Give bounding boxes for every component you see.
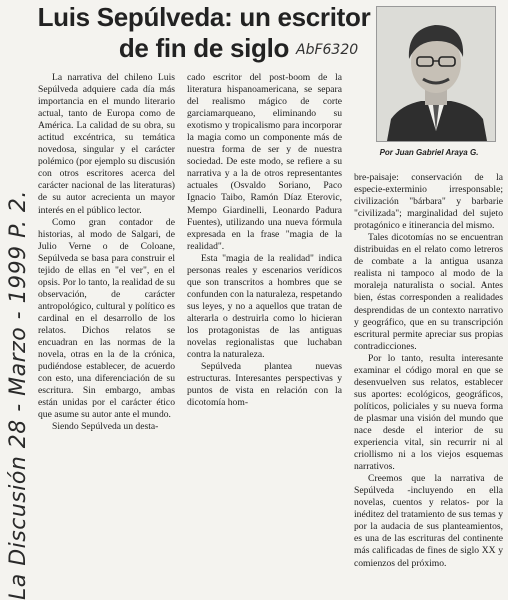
- paragraph: Creemos que la narrativa de Sepúlveda -incluyendo en ella novelas, cuentos y relatos- por la inéditez del tratamiento de sus temas y por la audacia de sus planteamientos, es una de las escrituras del continente más calificadas de fines de siglo XX y comienzos del próximo.: [354, 473, 503, 569]
- paragraph: Tales dicotomías no se encuentran distribuidas en el relato como letreros de combate a la antigua usanza realista ni tampoco al modo de la moraleja naturalista o social. Antes bien, éstas corresponden a realidades desprendidas de un contexto narrativo y geográfico, que en su transcripción escritural permite apreciar sus propias contradicciones.: [354, 232, 503, 352]
- portrait-image: [377, 7, 495, 141]
- handwritten-side-annotation: La Discusión 28 - Marzo - 1999 P. 2.: [6, 190, 31, 600]
- article-column-1: [38, 72, 175, 433]
- headline: Luis Sepúlveda: un escritor de fin de siglo: [37, 2, 371, 63]
- byline: Por Juan Gabriel Araya G.: [379, 148, 479, 157]
- paragraph: La narrativa del chileno Luis Sepúlveda adquiere cada día más importancia en el mundo literario actual, tanto de Europa como de América. La calidad de su obra, su actitud excéntrica, su temática novedosa, singular y el carácter polémico (por ejemplo su discusión con otros escritores acerca del carácter nacional de las literaturas) de su autor acrecienta un mayor interés en el público lector.: [38, 72, 175, 216]
- article-column-3: [354, 172, 503, 570]
- author-portrait-photo: [376, 6, 496, 142]
- paragraph: cado escritor del post-boom de la literatura hispanoamericana, se separa del realismo mágico de corte garciamarqueano, eliminando su exotismo y tropicalismo para incorporar la magia como un componente más de nuestra forma de ser y de nuestra sociedad. De este modo, se refiere a su narrativa y a la de otros representantes actuales (Osvaldo Soriano, Paco Ignacio Taibo, Ramón Díaz Eterovic, Mempo Giardinelli, Leonardo Padura Fuentes), utilizando una nueva fórmula expresada en la frase "magia de la realidad".: [187, 72, 342, 252]
- paragraph: Siendo Sepúlveda un desta-: [52, 421, 159, 433]
- paragraph: Esta "magia de la realidad" indica personas reales y escenarios verídicos que son transcritos a hombres que se confunden con la naturaleza, respetando sus leyes, y no a aquellos que tratan de alterarla o destruirla como lo hicieran los protagonistas de las antiguas novelas regionalistas que luchaban contra la naturaleza.: [187, 252, 342, 361]
- paragraph: bre-paisaje: conservación de la especie-exterminio irresponsable; civilización "bárbara" y barbarie "civilizada"; marginalidad del sujeto protagónico e itinerancia del mismo.: [354, 172, 503, 232]
- paragraph: Por lo tanto, resulta interesante examinar el código moral en que se desenvuelven sus relatos, establecer sus aportes: ecológicos, geográficos, políticos, policiales y su nueva forma de plasmar una visión del mundo que nace desde el interior de su experiencia vital, sin recurrir ni al criollismo ni a los viejos esquemas narrativos.: [354, 352, 503, 473]
- paragraph: Como gran contador de historias, al modo de Salgari, de Julio Verne o de Coloane, Sepúlveda se basa para construir el tejido de ellas en "el ver", en el opsis. Por lo tanto, la realidad de su observación, de carácter antropológico, cultural y político es cardinal en el desarrollo de los relatos. Dichos relatos se encuadran en las normas de la novela, otras en la de la crónica, pudiéndose establecer, de acuerdo con esto, una diferenciación de su escritura. Sin embargo, ambas están unidas por el carácter ético que asume su autor ante el mundo.: [38, 216, 175, 421]
- article-column-2: [187, 72, 342, 409]
- handwritten-code: AbF6320: [296, 42, 359, 58]
- paragraph: Sepúlveda plantea nuevas estructuras. Interesantes perspectivas y puntos de vista en relación con la dicotomía hom-: [187, 361, 342, 409]
